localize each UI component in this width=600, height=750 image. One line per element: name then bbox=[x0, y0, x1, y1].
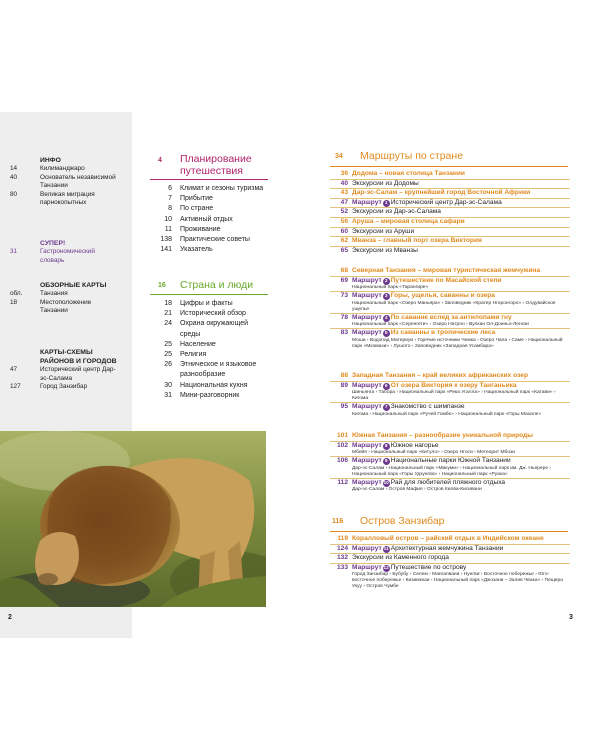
route-entry bbox=[330, 544, 570, 554]
route-stops: Национальный парк «Тарангире» bbox=[352, 285, 429, 291]
route-page-number: 56 bbox=[340, 217, 348, 225]
entry-text: Прибытие bbox=[180, 195, 213, 203]
route-number-badge: 2 bbox=[383, 278, 390, 285]
entry-text: Килиманджаро bbox=[40, 165, 85, 172]
route-entry bbox=[330, 372, 570, 381]
entry-text: Климат и сезоны туризма bbox=[180, 185, 264, 192]
entry-text: Танзания bbox=[40, 290, 68, 297]
route-page-number: 65 bbox=[340, 246, 348, 254]
route-entry bbox=[330, 456, 570, 478]
entry-text: Местоположение Танзании bbox=[40, 298, 92, 315]
entry-text: Население bbox=[180, 340, 216, 348]
country-rule bbox=[150, 294, 268, 295]
entry-page-number: 30 bbox=[164, 381, 172, 389]
super-title: СУПЕР! bbox=[40, 240, 66, 247]
region-heading: Аруша – мировая столица сафари bbox=[352, 217, 465, 225]
route-entry-body bbox=[352, 564, 570, 591]
entry-text: Гастрономический словарь bbox=[40, 248, 95, 264]
route-page-number: 124 bbox=[336, 544, 348, 552]
routes-group-zanzibar bbox=[330, 535, 570, 590]
route-entry-body bbox=[352, 554, 570, 563]
entry-text: Цифры и факты bbox=[180, 300, 233, 307]
route-label: Маршрут bbox=[352, 329, 382, 337]
entry-text: По стране bbox=[180, 205, 214, 213]
route-entry bbox=[330, 328, 570, 350]
route-number-badge: 1 bbox=[383, 200, 390, 207]
route-entry bbox=[330, 478, 570, 494]
route-page-number: 119 bbox=[337, 535, 348, 542]
region-heading: Коралловый остров – райский отдых в Индийском океане bbox=[352, 535, 544, 542]
route-title: По саванне вслед за антилопами гну bbox=[390, 313, 512, 321]
route-stops: Дар-эс-Салам › Остров Мафия › Остров Килва-Кисивани bbox=[352, 487, 482, 493]
route-entry bbox=[330, 227, 570, 237]
route-stops: Моши › Водопад Материуи › Горячие источники Чемка › Озеро Чала › Саме › Национальный парк «Мкомази» › Лушото › Заповедник «Западная Усамбара» bbox=[352, 337, 563, 349]
route-entry bbox=[330, 267, 570, 276]
route-page-number: 52 bbox=[340, 208, 348, 216]
entry-page-number: 24 bbox=[164, 320, 172, 328]
route-title: Из саванны в тропические леса bbox=[390, 329, 496, 337]
entry-text: Мини-разговорник bbox=[180, 391, 240, 399]
routes-group-north bbox=[330, 267, 570, 350]
route-stops: Мбейя › Национальный парк «Китуло» › Озеро Нгоси › Метеорит Мбози bbox=[352, 450, 515, 456]
route-stops: Национальный парк «Серенгети» › Озеро Натрон › Вулкан Ол-Доиньо-Ленгаи bbox=[352, 322, 529, 328]
sidebar-entry bbox=[10, 174, 130, 191]
route-entry bbox=[330, 441, 570, 457]
entry-page-number: 31 bbox=[164, 391, 172, 399]
route-stops: Дар-эс-Салам › Национальный парк «Микуми» › Национальный парк им. Дж. Ньерере › Национальный парк «Горы Удзунгва» › Национальный парк «Руаха» bbox=[352, 465, 552, 477]
entry-text: Великая миграция парнокопытных bbox=[40, 190, 95, 207]
toc-entry bbox=[150, 391, 268, 401]
entry-page-number: 21 bbox=[164, 310, 172, 318]
sidebar-entry bbox=[10, 248, 130, 265]
entry-text: Религия bbox=[180, 351, 207, 359]
toc-entry bbox=[150, 340, 268, 350]
route-page-number: 101 bbox=[336, 432, 348, 439]
route-entry bbox=[330, 276, 570, 292]
entry-page-number: 25 bbox=[164, 340, 172, 348]
route-entry bbox=[330, 553, 570, 563]
route-entry-body bbox=[352, 237, 570, 246]
entry-text: Указатель bbox=[180, 246, 213, 254]
route-entry-body bbox=[352, 208, 570, 217]
route-entry-body bbox=[352, 180, 570, 189]
route-page-number: 78 bbox=[340, 313, 348, 321]
route-entry bbox=[330, 432, 570, 441]
region-heading: Додома – новая столица Танзании bbox=[352, 170, 465, 177]
route-entry-body bbox=[352, 442, 570, 457]
sidebar-entry bbox=[10, 366, 130, 383]
city-maps-title: КАРТЫ-СХЕМЫ РАЙОНОВ И ГОРОДОВ bbox=[40, 349, 117, 365]
route-entry bbox=[330, 236, 570, 246]
route-number-badge: 10 bbox=[383, 480, 389, 486]
region-heading: Южная Танзания – разнообразие уникальной природы bbox=[352, 432, 533, 439]
route-entry bbox=[330, 217, 570, 227]
route-entry bbox=[330, 198, 570, 208]
entry-page-number: 80 bbox=[10, 190, 18, 198]
country-title: Страна и люди bbox=[180, 279, 254, 291]
route-entry-body bbox=[352, 267, 570, 276]
route-label: Маршрут bbox=[352, 292, 382, 300]
sidebar-entry bbox=[10, 290, 130, 299]
route-page-number: 89 bbox=[340, 381, 348, 389]
route-entry bbox=[330, 179, 570, 189]
route-page-number: 68 bbox=[340, 267, 348, 274]
region-heading: Западная Танзания – край великих африканских озер bbox=[352, 372, 528, 379]
route-entry bbox=[330, 535, 570, 544]
toc-entry bbox=[150, 194, 268, 204]
route-number-badge: 9 bbox=[383, 458, 390, 465]
route-entry bbox=[330, 313, 570, 329]
route-entry-body bbox=[352, 479, 570, 494]
zanzibar-title: Остров Занзибар bbox=[360, 515, 445, 527]
overview-maps-section bbox=[10, 281, 130, 316]
route-title: Исторический центр Дар-эс-Салама bbox=[390, 198, 502, 206]
region-heading: Северная Танзания – мировая туристическая жемчужина bbox=[352, 267, 541, 274]
region-heading: Дар-эс-Салам – крупнейший город Восточной Африки bbox=[352, 189, 531, 197]
route-page-number: 102 bbox=[336, 441, 348, 449]
route-page-number: 60 bbox=[340, 227, 348, 235]
route-entry-body bbox=[352, 277, 570, 292]
country-page-number: 16 bbox=[158, 282, 166, 289]
route-entry bbox=[330, 188, 570, 198]
route-entry-body bbox=[352, 189, 570, 198]
route-page-number: 43 bbox=[340, 189, 348, 197]
entry-page-number: 18 bbox=[10, 298, 18, 306]
entry-page-number: 11 bbox=[164, 225, 172, 233]
toc-entry bbox=[150, 381, 268, 391]
route-page-number: 112 bbox=[337, 478, 348, 486]
route-entry bbox=[330, 170, 570, 179]
routes-page-number: 34 bbox=[335, 153, 343, 160]
country-list bbox=[150, 299, 268, 401]
routes-group-west bbox=[330, 372, 570, 418]
excursion-text: Экскурсии из Каменного города bbox=[352, 554, 449, 562]
excursion-text: Экскурсии из Дар-эс-Салама bbox=[352, 208, 441, 216]
route-entry-body bbox=[352, 329, 570, 350]
entry-text: Основатель независимой Танзании bbox=[40, 173, 116, 190]
route-label: Маршрут bbox=[352, 276, 382, 284]
route-number-badge: 8 bbox=[383, 443, 390, 450]
toc-entry bbox=[150, 204, 268, 214]
info-title: ИНФО bbox=[40, 157, 61, 164]
entry-text: Этническое и языковое разнообразие bbox=[180, 361, 257, 379]
entry-page-number: 18 bbox=[164, 300, 172, 307]
toc-entry bbox=[150, 319, 268, 339]
route-label: Маршрут bbox=[352, 544, 382, 552]
toc-entry bbox=[150, 215, 268, 225]
route-title: От озера Виктория к озеру Танганьика bbox=[390, 381, 517, 389]
route-entry-body bbox=[352, 545, 570, 554]
sidebar-entry bbox=[10, 383, 130, 392]
route-number-badge: 7 bbox=[383, 404, 390, 411]
entry-page-number: 26 bbox=[164, 361, 172, 369]
toc-entry bbox=[150, 184, 268, 194]
toc-entry bbox=[150, 235, 268, 245]
city-maps-section bbox=[10, 348, 130, 392]
routes-rule bbox=[330, 166, 568, 167]
route-number-badge: 5 bbox=[383, 330, 390, 337]
route-entry bbox=[330, 207, 570, 217]
route-page-number: 73 bbox=[340, 292, 348, 300]
route-entry-body bbox=[352, 247, 570, 256]
route-label: Маршрут bbox=[352, 403, 382, 411]
route-title: Национальные парки Южной Танзании bbox=[390, 457, 511, 465]
excursion-text: Экскурсии из Мванзы bbox=[352, 246, 418, 254]
route-entry-body bbox=[352, 372, 570, 381]
route-label: Маршрут bbox=[352, 313, 382, 321]
route-page-number: 106 bbox=[336, 457, 348, 465]
route-title: Южное нагорье bbox=[390, 441, 439, 449]
route-stops: Город Занзибар › Бубубу › Селем › Мангапвани › Нунгви › Восточное побережье › Юго-восточное побережье › Кизимкази › Национальный парк «Джозани – Залив Чвака» › Пещера Укуу › Остров Чумбе bbox=[352, 572, 563, 590]
route-title: Путешествие по Масайской степи bbox=[390, 276, 502, 284]
entry-text: Практические советы bbox=[180, 236, 250, 244]
route-entry bbox=[330, 402, 570, 418]
entry-page-number: 8 bbox=[168, 205, 172, 213]
entry-text: Исторический обзор bbox=[180, 310, 246, 318]
route-page-number: 36 bbox=[340, 170, 348, 177]
route-title: Рай для любителей пляжного отдыха bbox=[390, 478, 506, 486]
lion-drinking-photo bbox=[0, 431, 266, 607]
route-title: Знакомство с шимпанзе bbox=[390, 403, 465, 411]
entry-page-number: 138 bbox=[160, 236, 172, 244]
route-entry-body bbox=[352, 457, 570, 478]
routes-group-south bbox=[330, 432, 570, 493]
route-entry-body bbox=[352, 292, 570, 313]
route-page-number: 83 bbox=[340, 329, 348, 337]
entry-page-number: 10 bbox=[164, 215, 172, 223]
route-entry-body bbox=[352, 382, 570, 403]
entry-text: Город Занзибар bbox=[40, 383, 88, 391]
route-title: Горы, ущелья, саванны и озера bbox=[390, 292, 495, 300]
route-page-number: 88 bbox=[340, 372, 348, 379]
sidebar-entry bbox=[10, 299, 130, 316]
route-entry-body bbox=[352, 218, 570, 227]
route-number-badge: 6 bbox=[383, 383, 390, 390]
left-page-number: 2 bbox=[8, 614, 12, 621]
overview-maps-title: ОБЗОРНЫЕ КАРТЫ bbox=[40, 282, 107, 289]
entry-page-number: 7 bbox=[168, 195, 172, 203]
entry-text: Активный отдых bbox=[180, 215, 233, 223]
entry-text: Охрана окружающей среды bbox=[180, 320, 249, 338]
route-label: Маршрут bbox=[352, 198, 382, 206]
entry-page-number: 14 bbox=[10, 165, 18, 172]
route-label: Маршрут bbox=[352, 381, 382, 389]
route-entry bbox=[330, 246, 570, 256]
zanzibar-page-number: 116 bbox=[332, 518, 344, 525]
entry-page-number: 127 bbox=[10, 383, 21, 391]
entry-page-number: 31 bbox=[10, 248, 18, 255]
excursion-text: Экскурсии из Аруши bbox=[352, 227, 415, 235]
planning-list bbox=[150, 184, 268, 255]
route-title: Путешествие по острову bbox=[390, 563, 467, 571]
route-page-number: 40 bbox=[340, 179, 348, 187]
routes-group-cities bbox=[330, 170, 570, 255]
right-page-number: 3 bbox=[569, 614, 573, 621]
super-section bbox=[10, 239, 130, 265]
route-entry bbox=[330, 563, 570, 591]
route-number-badge: 3 bbox=[383, 293, 390, 300]
route-label: Маршрут bbox=[352, 478, 382, 486]
route-entry-body bbox=[352, 432, 570, 441]
entry-text: Национальная кухня bbox=[180, 381, 248, 389]
lion-photo-illustration bbox=[0, 431, 266, 607]
route-number-badge: 12 bbox=[383, 565, 389, 571]
route-page-number: 133 bbox=[336, 563, 348, 571]
route-stops: Шиньянга › Табора › Национальный парк «Река Угалла» › Национальный парк «Катави» › Кигома bbox=[352, 390, 556, 402]
entry-page-number: обл. bbox=[10, 290, 23, 297]
toc-entry bbox=[150, 299, 268, 309]
sidebar-entry bbox=[10, 191, 130, 208]
route-page-number: 62 bbox=[340, 237, 348, 245]
entry-page-number: 40 bbox=[10, 173, 18, 181]
planning-rule bbox=[150, 179, 268, 180]
entry-page-number: 25 bbox=[164, 351, 172, 359]
route-entry-body bbox=[352, 403, 570, 418]
route-number-badge: 11 bbox=[383, 546, 389, 552]
toc-entry bbox=[150, 309, 268, 319]
sidebar-entry bbox=[10, 165, 130, 174]
route-entry-body bbox=[352, 228, 570, 237]
entry-page-number: 47 bbox=[10, 366, 18, 373]
route-entry-body bbox=[352, 535, 570, 544]
route-number-badge: 4 bbox=[383, 315, 390, 322]
route-title: Архитектурная жемчужина Танзании bbox=[390, 544, 504, 552]
route-stops: Кигома › Национальный парк «Ручей Гомбе» › Национальный парк «Горы Махале» bbox=[352, 411, 542, 417]
zanzibar-rule bbox=[330, 531, 568, 532]
route-label: Маршрут bbox=[352, 441, 382, 449]
route-entry bbox=[330, 381, 570, 403]
entry-page-number: 6 bbox=[168, 185, 172, 192]
route-entry-body bbox=[352, 314, 570, 329]
toc-entry bbox=[150, 245, 268, 255]
route-entry-body bbox=[352, 170, 570, 179]
route-label: Маршрут bbox=[352, 563, 382, 571]
route-stops: Национальный парк «Озеро Маньяра» › Заповедник «Кратер Нгоронгоро» › Олдувайское ущелье bbox=[352, 300, 556, 312]
toc-entry bbox=[150, 350, 268, 360]
entry-text: Исторический центр Дар-эс-Салама bbox=[40, 366, 116, 382]
entry-text: Проживание bbox=[180, 225, 221, 233]
routes-title: Маршруты по стране bbox=[360, 150, 464, 162]
route-page-number: 47 bbox=[340, 198, 348, 206]
route-page-number: 132 bbox=[336, 554, 348, 562]
info-section bbox=[10, 156, 130, 208]
excursion-text: Экскурсии из Додомы bbox=[352, 179, 419, 187]
route-label: Маршрут bbox=[352, 457, 382, 465]
route-entry-body bbox=[352, 199, 570, 208]
planning-title: Планирование путешествия bbox=[180, 153, 252, 177]
route-entry bbox=[330, 291, 570, 313]
entry-page-number: 141 bbox=[160, 246, 172, 254]
route-page-number: 95 bbox=[340, 403, 348, 411]
route-page-number: 69 bbox=[340, 276, 348, 284]
region-heading: Мванза – главный порт озера Виктория bbox=[352, 237, 482, 245]
planning-page-number: 4 bbox=[158, 157, 162, 164]
toc-entry bbox=[150, 360, 268, 380]
toc-entry bbox=[150, 225, 268, 235]
